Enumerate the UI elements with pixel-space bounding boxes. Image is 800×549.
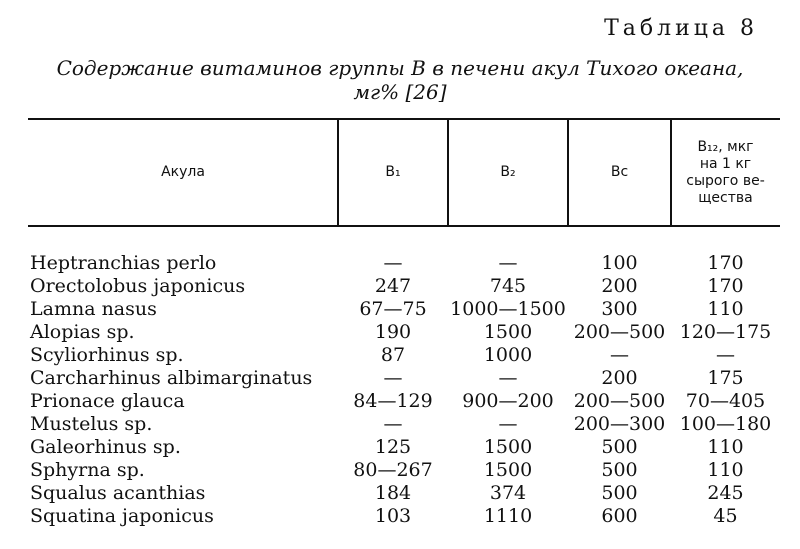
table-row bbox=[0, 413, 800, 436]
b1-value: — bbox=[383, 413, 403, 435]
shark-name: Alopias sp. bbox=[30, 321, 135, 343]
table-row bbox=[0, 436, 800, 459]
shark-name: Sphyrna sp. bbox=[30, 459, 145, 481]
shark-name: Squatina japonicus bbox=[30, 505, 214, 527]
b1-value: 84—129 bbox=[353, 390, 433, 412]
b2-value: — bbox=[498, 252, 518, 274]
b1-value: 87 bbox=[380, 344, 406, 366]
b2-value: 1500 bbox=[483, 459, 533, 481]
shark-name: Heptranchias perlo bbox=[30, 252, 217, 274]
table-caption-units: мг% [26] bbox=[353, 80, 447, 104]
b12-value: 110 bbox=[707, 459, 744, 481]
bc-value: 500 bbox=[601, 459, 638, 481]
shark-name: Squalus acanthias bbox=[30, 482, 206, 504]
shark-name: Prionace glauca bbox=[30, 390, 185, 412]
shark-name: Galeorhinus sp. bbox=[30, 436, 181, 458]
b2-value: 1000—1500 bbox=[450, 298, 566, 320]
b1-value: 247 bbox=[374, 275, 412, 297]
bc-value: 600 bbox=[601, 505, 638, 527]
header-shark: Акула bbox=[161, 164, 205, 180]
b1-value: 67—75 bbox=[359, 298, 427, 320]
b2-value: 900—200 bbox=[462, 390, 554, 412]
table-row bbox=[0, 321, 800, 344]
b2-value: 745 bbox=[489, 275, 527, 297]
header-bc: Bc bbox=[610, 164, 629, 180]
b2-value: — bbox=[498, 367, 518, 389]
shark-name: Orectolobus japonicus bbox=[30, 275, 246, 297]
b12-value: 45 bbox=[713, 505, 738, 527]
table-row bbox=[0, 482, 800, 505]
bc-value: 300 bbox=[601, 298, 638, 320]
b2-value: 1500 bbox=[483, 321, 533, 343]
table-row bbox=[0, 252, 800, 275]
b1-value: — bbox=[383, 367, 403, 389]
bc-value: — bbox=[610, 344, 629, 366]
table-row bbox=[0, 390, 800, 413]
b1-value: 190 bbox=[374, 321, 412, 343]
b2-value: 1000 bbox=[483, 344, 533, 366]
table-row bbox=[0, 298, 800, 321]
bc-value: 200—300 bbox=[573, 413, 666, 435]
b1-value: 103 bbox=[374, 505, 412, 527]
b1-value: 184 bbox=[374, 482, 412, 504]
b12-value: — bbox=[716, 344, 735, 366]
b12-value: 170 bbox=[707, 275, 744, 297]
b1-value: 125 bbox=[374, 436, 412, 458]
bc-value: 500 bbox=[601, 436, 638, 458]
b12-value: 100—180 bbox=[679, 413, 772, 435]
b2-value: — bbox=[498, 413, 518, 435]
table-row bbox=[0, 344, 800, 367]
bc-value: 200 bbox=[601, 367, 638, 389]
table-number: Таблица 8 bbox=[604, 16, 758, 41]
header-b12: B₁₂, мкг на 1 кг сырого ве- щества bbox=[686, 138, 765, 206]
b12-value: 245 bbox=[707, 482, 744, 504]
table-caption: Содержание витаминов группы В в печени акул Тихого океана, bbox=[56, 56, 744, 80]
header-b1: B₁ bbox=[385, 164, 401, 180]
b12-value: 110 bbox=[707, 298, 744, 320]
b12-value: 120—175 bbox=[679, 321, 772, 343]
b12-value: 170 bbox=[707, 252, 744, 274]
shark-name: Scyliorhinus sp. bbox=[30, 344, 184, 366]
table-row bbox=[0, 505, 800, 528]
b2-value: 1500 bbox=[483, 436, 533, 458]
b12-value: 110 bbox=[707, 436, 744, 458]
table-row bbox=[0, 275, 800, 298]
table-row bbox=[0, 367, 800, 390]
shark-name: Lamna nasus bbox=[30, 298, 157, 320]
b1-value: — bbox=[383, 252, 403, 274]
table-body bbox=[0, 252, 800, 528]
b2-value: 374 bbox=[489, 482, 527, 504]
b2-value: 1110 bbox=[483, 505, 533, 527]
shark-name: Carcharhinus albimarginatus bbox=[30, 367, 313, 389]
bc-value: 100 bbox=[601, 252, 638, 274]
bc-value: 200—500 bbox=[573, 390, 666, 412]
b1-value: 80—267 bbox=[353, 459, 433, 481]
table-row bbox=[0, 459, 800, 482]
b12-value: 70—405 bbox=[685, 390, 766, 412]
header-rule bbox=[28, 225, 780, 227]
shark-name: Mustelus sp. bbox=[30, 413, 153, 435]
bc-value: 500 bbox=[601, 482, 638, 504]
bc-value: 200—500 bbox=[573, 321, 666, 343]
bc-value: 200 bbox=[601, 275, 638, 297]
header-b2: B₂ bbox=[500, 164, 516, 180]
b12-value: 175 bbox=[707, 367, 744, 389]
